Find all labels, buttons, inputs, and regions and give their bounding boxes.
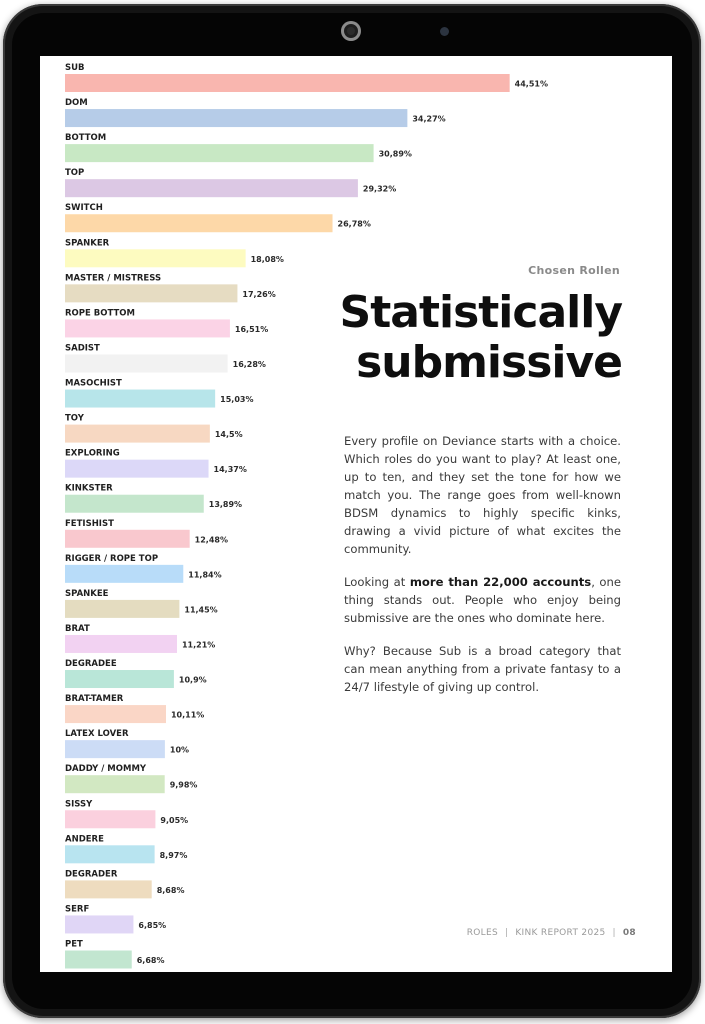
section-eyebrow: Chosen Rollen — [528, 264, 620, 277]
bar-category-label: SERF — [65, 904, 90, 915]
paragraph-3: Why? Because Sub is a broad category that can mean anything from a private fantasy to a 24/7 lifestyle of giving up control. — [344, 644, 621, 694]
bar-category-label: SPANKER — [65, 238, 110, 249]
bar-category-label: LATEX LOVER — [65, 729, 129, 740]
footer-separator: | — [612, 928, 616, 938]
bar-fetishist — [65, 530, 190, 548]
bar-value-label: 10% — [169, 745, 190, 755]
bar-value-label: 16,28% — [232, 359, 266, 369]
bar-spankee — [65, 600, 179, 618]
bar-value-label: 11,45% — [184, 605, 218, 615]
bar-category-label: FETISHIST — [65, 518, 114, 529]
bar-degrader — [65, 880, 152, 898]
bar-spanker — [65, 249, 246, 267]
bar-category-label: PET — [65, 939, 83, 950]
bar-dom — [65, 109, 407, 127]
bar-value-label: 9,98% — [169, 780, 198, 790]
headline-line-1: Statistically — [339, 287, 622, 338]
bar-exploring — [65, 460, 209, 478]
bar-category-label: KINKSTER — [65, 483, 113, 494]
bar-value-label: 44,51% — [514, 79, 548, 89]
paragraph-2-start: Looking at — [344, 575, 410, 589]
sensor-icon — [440, 27, 449, 36]
bar-brat — [65, 635, 177, 653]
bar-category-label: BOTTOM — [65, 133, 107, 144]
paragraph-2-highlight: more than 22,000 accounts — [409, 575, 592, 589]
bar-sadist — [65, 354, 228, 372]
bar-category-label: SWITCH — [65, 203, 103, 214]
bar-value-label: 16,51% — [234, 324, 269, 334]
bar-value-label: 17,26% — [242, 289, 276, 299]
bar-value-label: 6,68% — [136, 956, 165, 965]
bar-value-label: 12,48% — [194, 535, 229, 545]
page-number: 08 — [622, 928, 636, 938]
bar-bottom — [65, 144, 374, 162]
bar-masochist — [65, 390, 215, 408]
footer-section: ROLES — [466, 928, 499, 938]
bar-category-label: BRAT-TAMER — [65, 694, 124, 705]
bar-value-label: 13,89% — [208, 500, 243, 510]
bar-category-label: TOY — [65, 413, 84, 424]
bar-rope-bottom — [65, 319, 230, 337]
bar-category-label: BRAT — [65, 623, 90, 634]
bar-category-label: DADDY / MOMMY — [65, 764, 147, 775]
bar-category-label: SPANKEE — [65, 588, 109, 599]
bar-kinkster — [65, 495, 204, 513]
bar-master-mistress — [65, 284, 237, 302]
tablet-frame — [3, 4, 701, 1018]
bar-category-label: MASTER / MISTRESS — [65, 273, 162, 284]
bar-value-label: 34,27% — [412, 114, 446, 124]
footer-separator: | — [505, 928, 509, 938]
report-page — [40, 56, 672, 972]
headline-line-2: submissive — [356, 336, 622, 388]
paragraph-1: Every profile on Deviance starts with a choice. Which roles do you want to play? At least one, up to ten, and they set the tone for how we match you. The range goes from well-known BDSM dynamics to highly specific kinks, drawing a vivid picture of what excites the community. — [344, 434, 621, 556]
bar-serf — [65, 915, 133, 933]
bar-pet — [65, 951, 132, 969]
bar-value-label: 18,08% — [250, 254, 284, 264]
bar-category-label: DOM — [65, 98, 88, 109]
bar-value-label: 8,68% — [156, 885, 185, 895]
bar-category-label: SUB — [65, 63, 85, 73]
bar-value-label: 29,32% — [362, 184, 397, 194]
bar-value-label: 10,9% — [178, 675, 207, 685]
bar-degradee — [65, 670, 174, 688]
bar-brat-tamer — [65, 705, 166, 723]
front-camera-icon — [341, 21, 361, 41]
bar-sissy — [65, 810, 155, 828]
bar-category-label: DEGRADEE — [65, 659, 117, 670]
bar-category-label: EXPLORING — [65, 448, 120, 459]
bar-category-label: MASOCHIST — [65, 378, 122, 389]
bar-category-label: RIGGER / ROPE TOP — [65, 553, 159, 564]
bar-category-label: SADIST — [65, 343, 100, 354]
article-body — [344, 432, 621, 711]
bar-value-label: 6,85% — [138, 920, 167, 930]
bar-sub — [65, 74, 510, 92]
bar-category-label: SISSY — [65, 799, 93, 810]
bar-top — [65, 179, 358, 197]
page-headline — [322, 288, 622, 387]
bar-andere — [65, 845, 155, 863]
bar-category-label: TOP — [65, 168, 85, 179]
bar-value-label: 26,78% — [337, 219, 371, 229]
bar-category-label: DEGRADER — [65, 869, 118, 880]
bar-latex-lover — [65, 740, 165, 758]
bar-category-label: ANDERE — [65, 834, 104, 845]
bar-rigger-rope-top — [65, 565, 183, 583]
paragraph-2 — [344, 573, 621, 627]
bar-value-label: 14,37% — [213, 465, 247, 475]
paragraph-2-end: , one thing stands out. People who enjoy being submissive are the ones who dominate here. — [344, 575, 621, 625]
bar-value-label: 11,84% — [188, 570, 222, 580]
footer-report: KINK REPORT 2025 — [515, 928, 606, 938]
bar-value-label: 14,5% — [214, 430, 243, 440]
bar-category-label: ROPE BOTTOM — [65, 308, 135, 319]
bar-value-label: 15,03% — [220, 395, 254, 405]
page-footer — [467, 928, 636, 938]
bar-value-label: 30,89% — [378, 149, 412, 159]
bar-value-label: 10,11% — [170, 710, 205, 720]
bar-switch — [65, 214, 333, 232]
bar-value-label: 8,97% — [159, 850, 188, 860]
bar-daddy-mommy — [65, 775, 165, 793]
bar-value-label: 11,21% — [181, 640, 216, 650]
bar-toy — [65, 425, 210, 443]
bar-value-label: 9,05% — [160, 815, 189, 825]
